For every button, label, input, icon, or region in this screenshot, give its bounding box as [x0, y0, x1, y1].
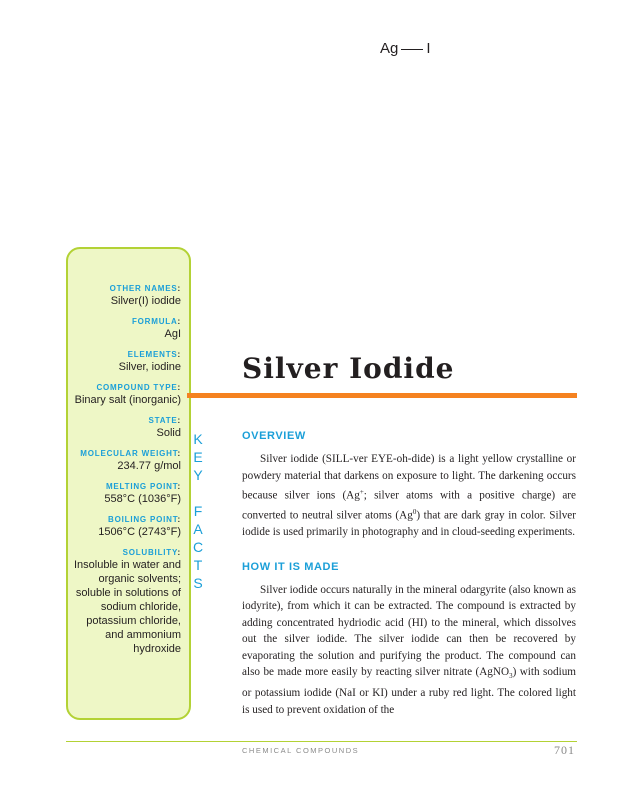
- overview-paragraph: [242, 451, 576, 541]
- vertical-letter: S: [193, 575, 203, 591]
- key-facts-vertical-label: [191, 430, 205, 592]
- vertical-letter: T: [193, 557, 203, 573]
- vertical-letter: A: [193, 521, 203, 537]
- key-fact-value: Binary salt (inorganic): [74, 394, 181, 406]
- header-element-right: I: [426, 40, 431, 57]
- key-fact-item: [65, 382, 181, 407]
- key-fact-label: STATE:: [148, 416, 181, 425]
- key-fact-value: AgI: [164, 328, 181, 340]
- key-fact-value: 1506°C (2743°F): [98, 526, 181, 538]
- running-header: [380, 40, 431, 57]
- how-made-paragraph: [242, 582, 576, 718]
- key-fact-label: OTHER NAMES:: [109, 284, 181, 293]
- title-rule: [187, 393, 577, 398]
- atom-charge: 0: [412, 508, 417, 517]
- footer-rule: [66, 741, 577, 742]
- key-fact-label-text: STATE: [148, 416, 178, 425]
- key-fact-item: [65, 547, 181, 656]
- section-gap: [242, 541, 576, 561]
- vertical-letter: [191, 484, 205, 502]
- page-title: Silver Iodide: [242, 352, 455, 385]
- key-fact-value: 234.77 g/mol: [117, 460, 181, 472]
- vertical-letter: F: [193, 503, 203, 519]
- key-fact-item: [65, 448, 181, 473]
- key-fact-item: [65, 481, 181, 506]
- key-fact-item: [65, 514, 181, 539]
- key-fact-item: [65, 415, 181, 440]
- page-number: 701: [554, 743, 575, 757]
- how-made-text-2: ) with sodium or potassium iodide (NaI or KI) under a ruby red light. The colored light is used to prevent oxidation of the: [242, 666, 577, 716]
- overview-text-2: ; silver atoms with a positive charge) are converted to neutral silver atoms (Ag: [242, 489, 576, 522]
- main-content: [242, 430, 576, 718]
- how-made-text-1: Silver iodide occurs naturally in the mineral odargyrite (also known as iodyrite), from which it can be extracted. The compound is extracted by adding concentrated hydriodic acid (HI) to the mineral, which dissolves out the silver iodide. The silver iodide can then be recovered by evaporating the solution and purifying the product. The compound can also be made more easily by reacting silver nitrate (AgNO: [242, 583, 576, 679]
- key-facts-box: [66, 247, 191, 720]
- key-fact-item: [65, 349, 181, 374]
- key-fact-label-text: OTHER NAMES: [109, 284, 178, 293]
- key-fact-label-text: BOILING POINT: [108, 515, 178, 524]
- key-fact-label: MELTING POINT:: [105, 482, 181, 491]
- key-fact-label-text: COMPOUND TYPE: [96, 383, 178, 392]
- vertical-letter: K: [193, 431, 203, 447]
- key-fact-value: Silver, iodine: [118, 361, 181, 373]
- overview-text-3: ) that are dark gray in color. Silver iodide is used primarily in photography and in cloud-seeding experiments.: [242, 509, 576, 539]
- key-fact-label-text: MELTING POINT: [105, 482, 178, 491]
- overview-text-1: Silver iodide (SILL-ver EYE-oh-dide) is a light yellow crystalline or powdery material that darkens on exposure to light. The darkening occurs because silver ions (Ag: [242, 453, 576, 502]
- footer-book-title: CHEMICAL COMPOUNDS: [242, 746, 360, 755]
- key-fact-value: 558°C (1036°F): [104, 493, 181, 505]
- key-fact-label-text: FORMULA: [131, 317, 178, 326]
- key-fact-label: FORMULA:: [131, 317, 181, 326]
- vertical-letter: C: [192, 539, 204, 555]
- key-fact-label: ELEMENTS:: [127, 350, 181, 359]
- overview-heading: OVERVIEW: [242, 430, 306, 442]
- key-fact-label: SOLUBILITY:: [122, 548, 181, 557]
- key-fact-value: Silver(I) iodide: [110, 295, 181, 307]
- key-fact-label-text: SOLUBILITY: [122, 548, 178, 557]
- ion-charge: +: [359, 488, 364, 496]
- key-facts-list: [65, 283, 181, 664]
- key-fact-value: Solid: [156, 427, 181, 439]
- vertical-letter: E: [193, 449, 203, 465]
- key-fact-value: Insoluble in water and organic solvents; soluble in solutions of sodium chloride, potassium chloride, and ammonium hydroxide: [73, 559, 181, 655]
- key-fact-label-text: ELEMENTS: [127, 350, 178, 359]
- vertical-letter: Y: [193, 467, 203, 483]
- how-made-heading: HOW IT IS MADE: [242, 560, 340, 573]
- key-fact-item: [65, 316, 181, 341]
- header-element-left: Ag: [380, 40, 399, 57]
- nitrate-subscript: 3: [509, 672, 513, 681]
- header-dash: [401, 49, 423, 50]
- key-fact-label: MOLECULAR WEIGHT:: [80, 449, 181, 458]
- key-fact-label: COMPOUND TYPE:: [96, 383, 181, 392]
- key-fact-label-text: MOLECULAR WEIGHT: [80, 449, 178, 458]
- key-fact-label: BOILING POINT:: [108, 515, 181, 524]
- key-fact-item: [65, 283, 181, 308]
